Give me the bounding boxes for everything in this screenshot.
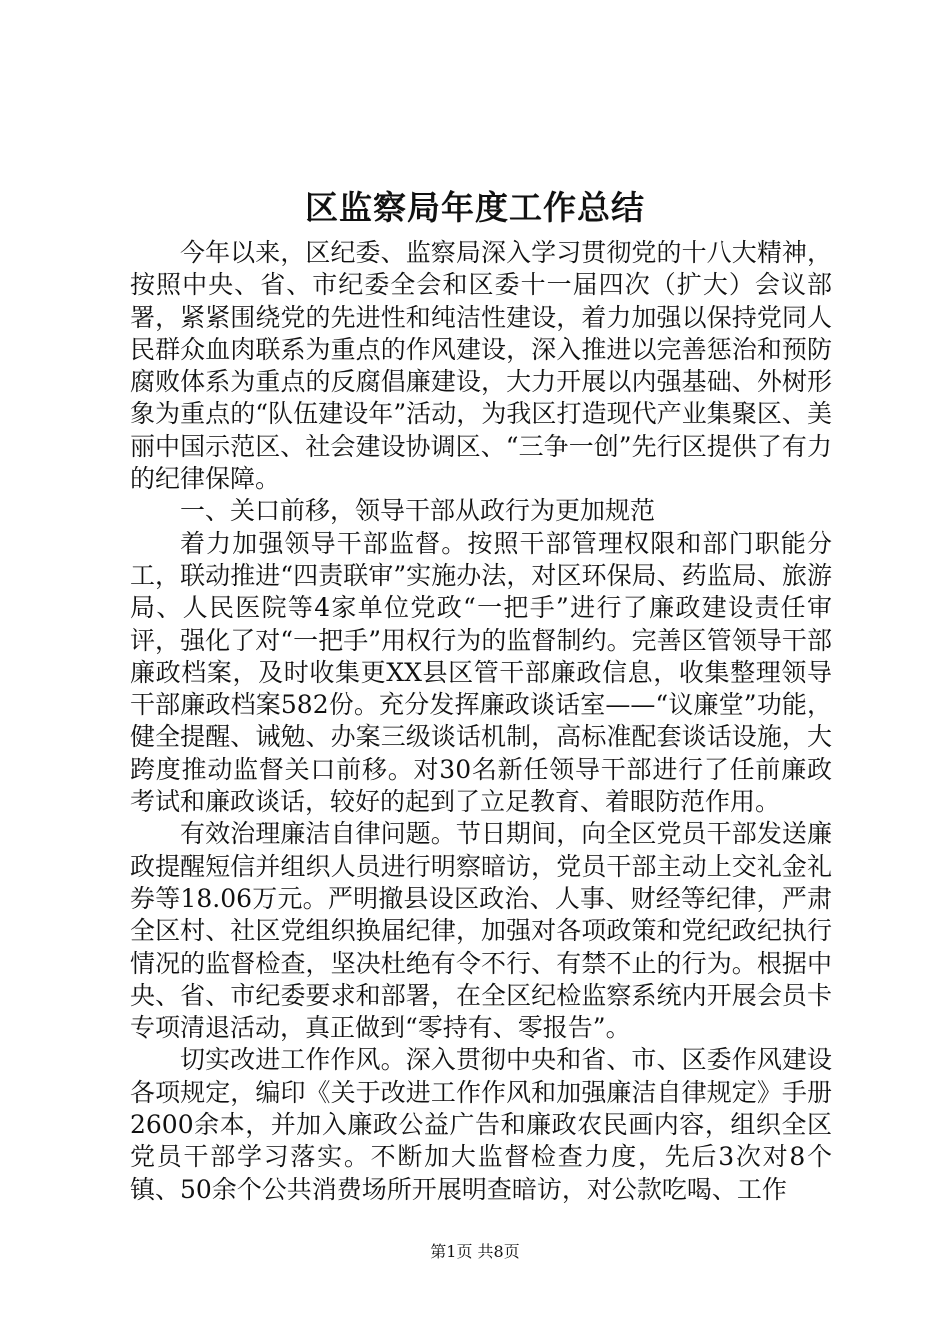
- page-number-footer: 第1页 共8页: [430, 1242, 520, 1261]
- paragraph-intro: 今年以来，区纪委、监察局深入学习贯彻党的十八大精神，按照中央、省、市纪委全会和区委十一届四次（扩大）会议部署，紧紧围绕党的先进性和纯洁性建设，着力加强以保持党同人民群众血肉联系为重点的作风建设，深入推进以完善惩治和预防腐败体系为重点的反腐倡廉建设，大力开展以内强基础、外树形象为重点的“队伍建设年”活动，为我区打造现代产业集聚区、美丽中国示范区、社会建设协调区、“三争一创”先行区提供了有力的纪律保障。: [130, 238, 832, 494]
- paragraph-self-discipline: 有效治理廉洁自律问题。节日期间，向全区党员干部发送廉政提醒短信并组织人员进行明察暗访，党员干部主动上交礼金礼券等18.06万元。严明撤县设区政治、人事、财经等纪律，严肃全区村、社区党组织换届纪律，加强对各项政策和党纪政纪执行情况的监督检查，坚决杜绝有令不行、有禁不止的行为。根据中央、省、市纪委要求和部署，在全区纪检监察系统内开展会员卡专项清退活动，真正做到“零持有、零报告”。: [130, 819, 832, 1043]
- section-heading-1: 一、关口前移，领导干部从政行为更加规范: [180, 496, 656, 526]
- paragraph-work-style: 切实改进工作作风。深入贯彻中央和省、市、区委作风建设各项规定，编印《关于改进工作作风和加强廉洁自律规定》手册2600余本，并加入廉政公益广告和廉政农民画内容，组织全区党员干部学习落实。不断加大监督检查力度，先后3次对8个镇、50余个公共消费场所开展明查暗访，对公款吃喝、工作: [130, 1045, 832, 1204]
- paragraph-leader-supervision: 着力加强领导干部监督。按照干部管理权限和部门职能分工，联动推进“四责联审”实施办法，对区环保局、药监局、旅游局、人民医院等4家单位党政“一把手”进行了廉政建设责任审评，强化了对“一把手”用权行为的监督制约。完善区管领导干部廉政档案，及时收集更XX县区管干部廉政信息，收集整理领导干部廉政档案582份。充分发挥廉政谈话室——“议廉堂”功能，健全提醒、诫勉、办案三级谈话机制，高标准配套谈话设施，大跨度推动监督关口前移。对30名新任领导干部进行了任前廉政考试和廉政谈话，较好的起到了立足教育、着眼防范作用。: [130, 528, 832, 817]
- document-body: [130, 237, 832, 1206]
- document-title: 区监察局年度工作总结: [305, 188, 645, 227]
